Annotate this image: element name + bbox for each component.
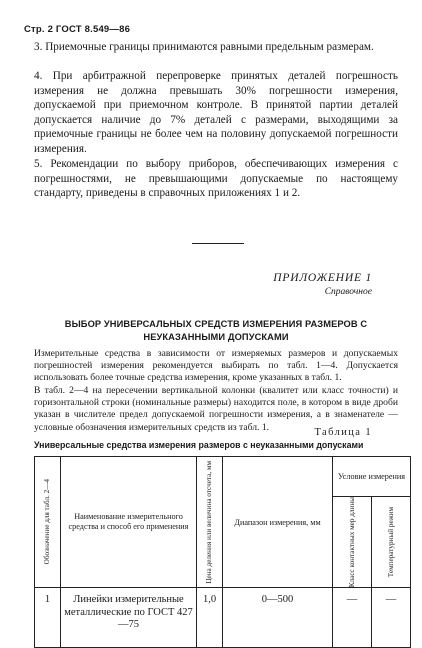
header-temperature: Температурный режим [372,497,411,588]
page-header: Стр. 2 ГОСТ 8.549—86 [24,24,131,35]
intro-paragraph-2: В табл. 2—4 на пересечении вертикальной колонки (квалитет или класс точности) и горизонтальной строки (номинальные размеры) находится поле, в котором в виде дроби указан в числителе предел допускаемой погрешности измерения, а в знаменателе — условные обозначения измерительных средств из табл. 1. [34,385,398,433]
instruments-table [34,456,411,648]
header-designation: Обозначение для табл. 2—4 [35,457,61,588]
header-range: Диапазон измерения, мм [223,457,333,588]
cell-range: 0—500 [223,588,333,648]
header-name: Наименование измерительного средства и способ его применения [61,457,197,588]
header-division: Цена деления или величина отсчета, мм [197,457,223,588]
section-divider [192,243,244,244]
table-caption: Универсальные средства измерения размеров с неуказанными допусками [34,440,364,450]
appendix-type: Справочное [324,287,372,297]
table-number: Таблица 1 [314,427,372,438]
header-contact-class: Класс контактных мер длины [333,497,372,588]
cell-name: Линейки измерительные металлические по ГОСТ 427—75 [61,588,197,648]
paragraph-3: 3. Приемочные границы принимаются равными предельным размерам. [34,41,374,53]
section-title: ВЫБОР УНИВЕРСАЛЬНЫХ СРЕДСТВ ИЗМЕРЕНИЯ РАЗМЕРОВ С НЕУКАЗАННЫМИ ДОПУСКАМИ [64,319,368,342]
cell-contact-class: — [333,588,372,648]
cell-designation: 1 [35,588,61,648]
paragraph-5: 5. Рекомендации по выбору приборов, обеспечивающих измерения с погрешностями, не превышающими допускаемые по настоящему стандарту, приведены в справочных приложениях 1 и 2. [34,158,398,200]
header-conditions: Условие измерения [333,457,411,497]
cell-temperature: — [372,588,411,648]
intro-paragraph-1: Измерительные средства в зависимости от измеряемых размеров и допускаемых погрешностей измерения рекомендуется выбирать по табл. 1—4. Допускается использовать более точные средства измерения, кроме указанных в табл. 1. [34,348,398,384]
paragraph-4: 4. При арбитражной перепроверке принятых деталей погрешность измерения не должна превышать 30% погрешности измерения, допускаемой при приемочном контроле. В принятой партии деталей допускается наличие до 7% деталей с размерами, выходящими за приемочные границы не более чем на половину допускаемой погрешности измерения. [34,70,398,155]
cell-division: 1,0 [197,588,223,648]
appendix-label: ПРИЛОЖЕНИЕ 1 [273,272,372,284]
